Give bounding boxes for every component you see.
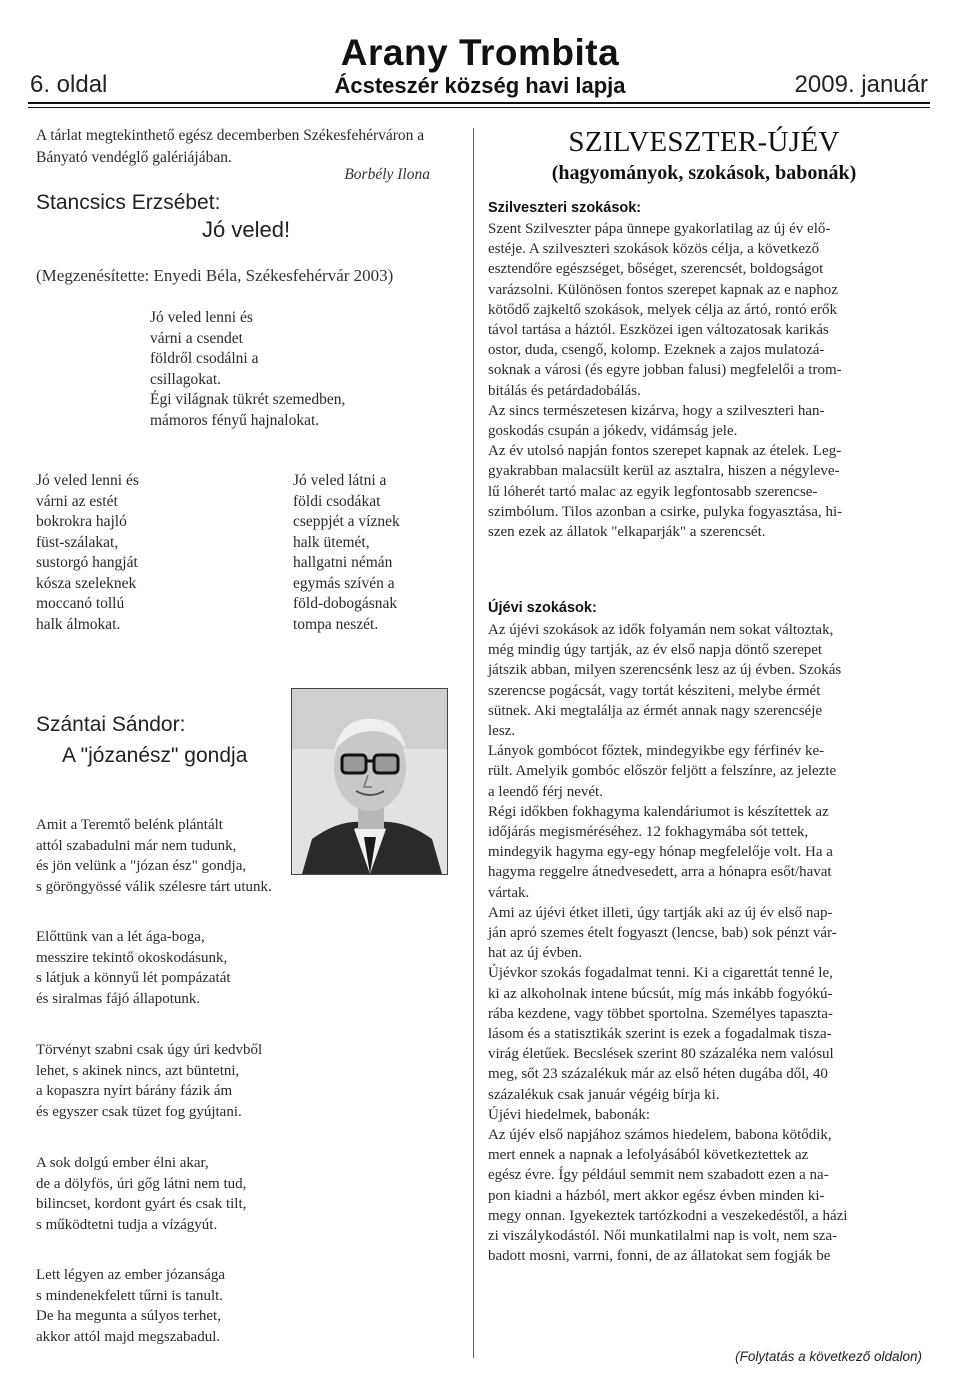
poem-line: hallgatni némán	[293, 554, 393, 571]
article-line: Újévkor szokás fogadalmat tenni. Ki a cigarettát tenné le,	[488, 965, 833, 982]
poem-line: s látjuk a könnyű lét pompázatát	[36, 970, 231, 986]
poem-line: de a dölyfös, úri gőg látni nem tud,	[36, 1175, 247, 1192]
poem1-author: Stancsics Erzsébet:	[36, 191, 221, 214]
poem1-stanza-c	[293, 471, 400, 635]
article-line: Szent Szilveszter pápa ünnepe gyakorlatilag az új év elő-	[488, 221, 831, 237]
poem-line: csillagokat.	[150, 370, 222, 388]
article-line: egész évre. Így például semmit nem szabadott ezen a na-	[488, 1167, 829, 1184]
article-line: hagyma reggelre átnedvesedett, arra a hónapra esőt/havat	[488, 864, 832, 881]
poem-line: Amit a Teremtő belénk plántált	[36, 817, 223, 833]
poem-line: földről csodálni a	[150, 350, 259, 367]
poem-line: A sok dolgú ember élni akar,	[36, 1155, 209, 1171]
intro-author: Borbély Ilona	[344, 166, 430, 183]
article-line: soknak a városi (és egyre jobban falusi) megfelelői a trom-	[488, 362, 842, 379]
poem-line: cseppjét a víznek	[293, 513, 400, 530]
article-line: hat az új évben.	[488, 945, 583, 962]
column-divider	[473, 128, 474, 1358]
article-line: rült. Amelyik gombóc először feljött a felszínre, az jelezte	[488, 763, 837, 780]
article-line: lásom és a statisztikák szerint is ezek a fogadalmak tiszа-	[488, 1026, 832, 1043]
poem-line: és jön velünk a "józan ész" gondja,	[36, 858, 247, 874]
article-line: rába kezdene, vagy többet sportolna. Személyes tapaszta-	[488, 1005, 833, 1022]
article-subtitle: (hagyományok, szokások, babonák)	[551, 162, 857, 184]
article-line: goskodás csupán a jókedv, vidámság jele.	[488, 423, 738, 440]
header-rule-thin	[28, 107, 930, 108]
article-line: Lányok gombócot főztek, mindegyikbe egy férfinév ke-	[488, 743, 825, 760]
poem-line: s göröngyössé válik szélesre tárt utunk.	[36, 878, 272, 895]
article-line: pon kiadni a házból, mert akkor egész évben minden ki-	[488, 1187, 825, 1204]
article-line: lesz.	[488, 723, 516, 740]
article-line: százalékuk csak január végéig bírja ki.	[488, 1086, 720, 1103]
article-line: a leendő férj nevét.	[488, 783, 603, 800]
article-line: játszik abban, milyen szerencsénk lesz az új évben. Szokás	[488, 662, 842, 679]
article-line: még mindig úgy tartják, az év első napja döntő szerepet	[488, 642, 823, 659]
poem2-title: A "józanész" gondja	[62, 744, 248, 767]
poem-line: sustorgó hangját	[36, 554, 138, 571]
article-line: mert ennek a napnak a lefolyásából következtettek az	[488, 1147, 809, 1164]
poem-line: Előttünk van a lét ága-boga,	[36, 929, 205, 945]
poem-line: s működtetni tudja a vízágyút.	[36, 1216, 218, 1233]
page-number: 6. oldal	[30, 71, 108, 98]
article-line: szerencse pogácsát, vagy tortát késziteni, melybe érmét	[488, 682, 821, 699]
newspaper-subtitle: Ácsteszér község havi lapja	[334, 73, 626, 98]
article-line: mindegyik hagyma egy-egy hónap megfelelője volt. Ha a	[488, 844, 833, 861]
poem-line: föld-dobogásnak	[293, 595, 398, 612]
poem-line: halk ütemét,	[293, 533, 370, 551]
poem2-stanza-1	[36, 815, 272, 897]
article-line: Az újévi szokások az idők folyamán nem sokat változtak,	[488, 622, 834, 638]
section-heading-ujev: Újévi szokások:	[488, 600, 597, 616]
section-heading-szilveszter: Szilveszteri szokások:	[488, 200, 642, 216]
poem-line: Törvényt szabni csak úgy úri kedvből	[36, 1042, 263, 1058]
section-body-szilveszter	[488, 219, 928, 542]
article-line: zi viszálykodástól. Női munkatilalmi nap is volt, nem sza-	[488, 1228, 838, 1245]
article-line: varázsolni. Különösen fontos szerepet kapnak az e naphoz	[488, 281, 838, 298]
article-line: ki az alkoholnak intene búcsút, míg más inkább fogyókú-	[488, 985, 833, 1002]
poem1-stanza-b	[36, 471, 139, 635]
poem-line: attól szabadulni már nem tudunk,	[36, 837, 237, 854]
poem2-stanza-5	[36, 1265, 225, 1347]
poem-line: halk álmokat.	[36, 615, 121, 633]
article-line: Az év utolsó napján fontos szerepet kapnak az ételek. Leg-	[488, 443, 842, 460]
poem-line: Lett légyen az ember józansága	[36, 1267, 226, 1283]
poem-line: Égi világnak tükrét szemedben,	[150, 391, 346, 408]
article-line: Az újév első napjához számos hiedelem, babona kötődik,	[488, 1127, 832, 1144]
poem-line: egymás szívén a	[293, 574, 395, 592]
poem-line: kósza szeleknek	[36, 574, 137, 592]
header-rule	[28, 102, 930, 104]
newspaper-title: Arany Trombita	[340, 32, 620, 73]
article-line: ján apró szemes ételt fogyaszt (lencse, bab) sok pénzt vár-	[488, 925, 837, 942]
article-line: szen ezek az állatok "elkaparják" a szerencsét.	[488, 524, 766, 541]
article-line: esztendőre egészséget, bőséget, szerencsét, boldogságot	[488, 261, 824, 278]
poem2-stanza-3	[36, 1040, 262, 1122]
poem-line: füst-szálakat,	[36, 533, 119, 551]
article-line: távol tartása a háztól. Eszközei igen változatosak karikás	[488, 322, 829, 339]
poem-line: moccanó tollú	[36, 595, 125, 612]
poem1-title: Jó veled!	[202, 217, 291, 242]
author-portrait-photo	[291, 688, 448, 875]
article-line: vártak.	[488, 884, 530, 901]
issue-date: 2009. január	[794, 71, 928, 98]
article-line: meg, sőt 23 százalékuk már az első héten dugába dől, 40	[488, 1066, 828, 1083]
article-line: szimbólum. Tilos azonban a csirke, pulyka fogyasztása, hi-	[488, 503, 843, 520]
poem-line: mámoros fényű hajnalokat.	[150, 411, 320, 429]
article-line: estéje. A szilveszteri szokások közös célja, a következő	[488, 241, 820, 258]
article-line: virág életűek. Becslések szerint 80 százaléka nem valósul	[488, 1046, 834, 1063]
poem-line: De ha megunta a súlyos terhet,	[36, 1308, 221, 1324]
article-line: lű lóherét tartó malac az egyik legfontosabb szerencse-	[488, 483, 818, 500]
article-line: Régi időkben fokhagyma kalendáriumot is készítettek az	[488, 803, 829, 820]
continuation-note: (Folytatás a következő oldalon)	[735, 1349, 922, 1364]
poem-line: várni az estét	[36, 492, 118, 510]
poem-line: akkor attól majd megszabadul.	[36, 1328, 221, 1345]
poem-line: Jó veled látni a	[293, 472, 387, 489]
poem-line: és siralmas fájó állapotunk.	[36, 990, 201, 1007]
poem-line: Jó veled lenni és	[36, 472, 139, 489]
article-line: Az sincs természetesen kizárva, hogy a szilveszteri han-	[488, 402, 825, 419]
article-line: gyakrabban malacsült kerül az asztalra, hiszen a négyleve-	[488, 463, 840, 480]
poem-line: bokrokra hajló	[36, 513, 127, 530]
article-line: badott mosni, varrni, fonni, de az állatokat sem fogják be	[488, 1248, 831, 1265]
intro-text: A tárlat megtekinthető egész decemberben Székesfehérváron a Bányató vendéglő galériájában.	[36, 127, 425, 166]
article-title: SZILVESZTER-ÚJÉV	[568, 126, 840, 158]
poem-line: várni a csendet	[150, 329, 243, 347]
section-body-ujev	[488, 620, 928, 1267]
poem-line: bilincset, kordont gyárt és csak tilt,	[36, 1196, 247, 1212]
article-line: megy onnan. Igyekeztek tartózkodni a veszekedéstől, a házi	[488, 1207, 848, 1224]
poem-line: Jó veled lenni és	[150, 309, 253, 326]
poem-line: messzire tekintő okoskodásunk,	[36, 949, 228, 966]
poem-line: s mindenekfelett tűrni is tanult.	[36, 1287, 224, 1304]
article-line: sütnek. Aki megtalálja az érmét annak nagy szerencséje	[488, 702, 823, 719]
poem-line: lehet, s akinek nincs, azt büntetni,	[36, 1062, 240, 1079]
portrait-image	[292, 689, 447, 874]
article-line: Ami az újévi étket illeti, úgy tartják aki az új év első nap-	[488, 904, 833, 921]
article-line: kötődő zajkeltő szokások, melyek célja az ártó, rontó erők	[488, 301, 838, 318]
article-line: ostor, duda, csengő, kolomp. Ezeknek a zajos mulatozá-	[488, 342, 825, 359]
poem1-credit: (Megzenésítette: Enyedi Béla, Székesfehérvár 2003)	[36, 266, 394, 285]
article-line: bitálás és petárdadobálás.	[488, 382, 641, 399]
poem2-stanza-2	[36, 927, 231, 1009]
poem1-stanza-a	[150, 308, 345, 431]
article-line: Újévi hiedelmek, babonák:	[488, 1106, 651, 1123]
poem-line: tompa neszét.	[293, 615, 379, 633]
poem2-stanza-4	[36, 1153, 246, 1235]
article-line: időjárás megisméréséhez. 12 fokhagymába sót tettek,	[488, 824, 809, 841]
poem-line: földi csodákat	[293, 492, 381, 510]
poem-line: és egyszer csak tüzet fog gyújtani.	[36, 1103, 242, 1120]
poem2-author: Szántai Sándor:	[36, 713, 186, 736]
poem-line: a kopaszra nyírt bárány fázik ám	[36, 1083, 233, 1099]
